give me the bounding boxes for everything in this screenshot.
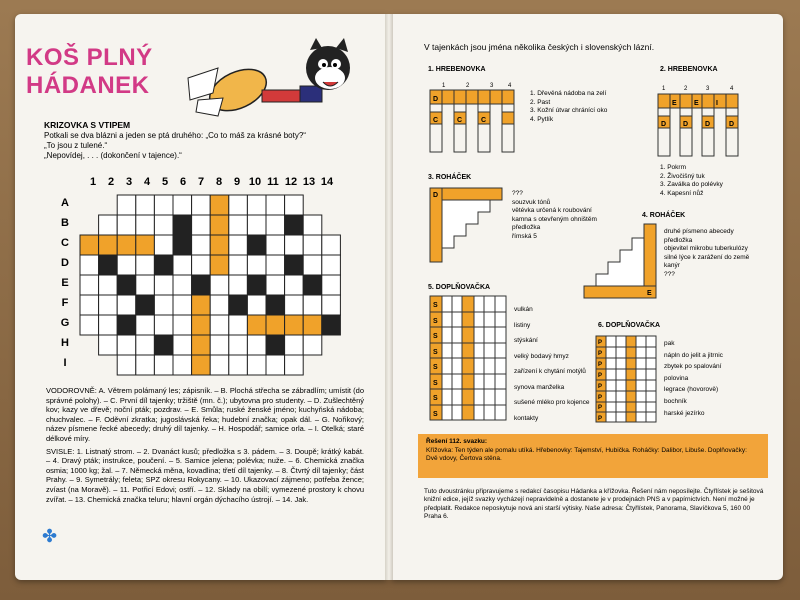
crossword-cell[interactable] (303, 235, 322, 255)
crossword-cell[interactable] (136, 355, 155, 375)
puzzle-1-letter: C (457, 117, 463, 124)
crossword-cell[interactable] (154, 295, 173, 315)
crossword-cell[interactable] (210, 355, 229, 375)
crossword-cell[interactable] (229, 235, 248, 255)
puzzle-5-label: 5. DOPLŇOVAČKA (428, 284, 491, 291)
crossword-clues (46, 386, 364, 504)
puzzle-2-letter: D (729, 121, 735, 128)
puzzle-2-label: 2. HREBENOVKA (660, 66, 718, 73)
crossword-cell[interactable] (136, 215, 155, 235)
clue: větévka určená k roubování (512, 207, 592, 215)
clue: 1. Dřevěná nádoba na zelí (530, 90, 607, 97)
puzzle-1-number: 2 (466, 83, 470, 89)
crossword-cell[interactable] (247, 195, 266, 215)
crossword-cell[interactable] (210, 195, 229, 215)
puzzle-1-clues (530, 90, 607, 124)
crossword-cell[interactable] (136, 335, 155, 355)
column-number: 5 (161, 176, 169, 188)
crossword-cell[interactable] (173, 255, 192, 275)
clue: polovina (664, 374, 689, 382)
column-number: 6 (179, 176, 187, 188)
column-number: 9 (233, 176, 241, 188)
column-number: 4 (143, 176, 151, 188)
crossword-cell[interactable] (192, 255, 211, 275)
puzzle-2-letter: E (694, 100, 699, 107)
crossword-cell[interactable] (247, 275, 266, 295)
clues-down: SVISLE: 1. Listnatý strom. – 2. Dvanáct kusů; předložka s 3. pádem. – 3. Doupě; krátký kabát. – 4. Dravý pták; instrukce, poučení. – 5. Samice jelena; polévka; nuže. – 6. Chemická značka osmia; 1000 kg; žal. – 7. Německá měna, kovadlina; třetí díl tajenky. – 8. Čtvrtý díl tajenky; část Prahy. – 9. Symetrály; feleta; SPZ okresu Rokycany. – 10. Ukazovací zájmeno; potřeba žence; zvíast (na Moravě). – 11. Potřicí Edovi; ostří. – 12. Sklady na obilí; vymezené prostory k chovu zvířat. – 13. Chemická značka teluru; hlavní orgán dýchacího ústrojí. – 14. Jak. (46, 446, 364, 504)
clue: sušené mléko pro kojence (514, 399, 590, 406)
puzzle-3-label: 3. ROHÁČEK (428, 174, 472, 181)
clue: vulkán (514, 306, 533, 313)
crossword-cell[interactable] (117, 235, 136, 255)
puzzle-1-label: 1. HREBENOVKA (428, 66, 486, 73)
puzzle-2-number: 3 (706, 86, 710, 92)
clue: pak (664, 340, 675, 347)
puzzle-6-letter: P (598, 351, 603, 357)
clue: velký bodavý hmyz (514, 352, 569, 360)
title-line-1: KOŠ PLNÝ (26, 44, 153, 71)
crossword-cell[interactable] (173, 315, 192, 335)
clue: 2. Živočišný tuk (660, 172, 705, 180)
puzzle-6-letter: P (598, 416, 603, 422)
clue: listiny (514, 321, 531, 329)
clue: 4. Pytlík (530, 115, 554, 123)
crossword-cell[interactable] (285, 275, 304, 295)
crossword-cell[interactable] (117, 295, 136, 315)
crossword-cell[interactable] (154, 275, 173, 295)
puzzle-6-letter: P (598, 395, 603, 401)
crossword-cell[interactable] (229, 275, 248, 295)
clue: objevitel mikrobu tuberkulózy (664, 245, 748, 253)
solution-box (418, 434, 768, 478)
column-number: 11 (267, 176, 279, 188)
puzzle-5-letter: S (433, 318, 438, 325)
intro-line-2: „To jsou z tulené.“ (44, 141, 108, 150)
intro-line-1: Potkali se dva blázni a jeden se ptá druhého: „Co to máš za krásné boty?“ (44, 131, 306, 140)
crossword-cell[interactable] (266, 355, 285, 375)
column-number: 1 (89, 176, 97, 188)
crossword-cell[interactable] (210, 315, 229, 335)
intro-line-3: „Nepovídej, . . . (dokončení v tajence).“ (44, 151, 182, 160)
clue: kamna s otevřeným ohništěm (512, 215, 597, 223)
book-spine (385, 14, 393, 580)
crossword-cell[interactable] (266, 315, 285, 335)
puzzle-2-letter: D (683, 121, 689, 128)
crossword-cell[interactable] (154, 215, 173, 235)
crossword-cell[interactable] (80, 295, 99, 315)
puzzle-6-letter: P (598, 362, 603, 368)
crossword-cell[interactable] (285, 195, 304, 215)
crossword-cell[interactable] (117, 355, 136, 375)
clue: 1. Pokrm (660, 164, 687, 171)
crossword-cell[interactable] (266, 335, 285, 355)
puzzle-6-label: 6. DOPLŇOVAČKA (598, 322, 661, 329)
puzzle-4-clues (664, 228, 749, 280)
crossword-cell[interactable] (173, 195, 192, 215)
crossword-cell[interactable] (154, 255, 173, 275)
puzzle-6-letter: P (598, 384, 603, 390)
clue: silné lýce k zarážení do země (664, 253, 750, 261)
crossword-cell[interactable] (136, 235, 155, 255)
puzzle-6-letter: P (598, 373, 603, 379)
clue: 3. Zaválka do polévky (660, 181, 723, 189)
crossword-cell[interactable] (266, 255, 285, 275)
crossword-cell[interactable] (154, 235, 173, 255)
puzzle-5-letter: S (433, 380, 438, 387)
crossword-cell[interactable] (266, 275, 285, 295)
crossword-cell[interactable] (192, 195, 211, 215)
column-number: 10 (248, 176, 262, 188)
crossword-cell[interactable] (173, 235, 192, 255)
crossword-cell[interactable] (210, 275, 229, 295)
crossword-cell[interactable] (117, 195, 136, 215)
puzzle-5-letter: S (433, 302, 438, 309)
crossword-cell[interactable] (173, 335, 192, 355)
crossword-cell[interactable] (322, 235, 341, 255)
row-letter: A (61, 197, 69, 209)
crossword-cell[interactable] (192, 215, 211, 235)
crossword-cell[interactable] (303, 335, 322, 355)
crossword-cell[interactable] (229, 255, 248, 275)
puzzle-2-number: 4 (730, 86, 734, 92)
puzzle-1-letter: D (433, 96, 439, 103)
puzzle-2-number: 1 (662, 86, 666, 92)
column-number: 3 (125, 176, 133, 188)
crossword-cell[interactable] (80, 255, 99, 275)
puzzle-6-clues (664, 338, 723, 419)
crossword-cell[interactable] (173, 215, 192, 235)
crossword-cell[interactable] (266, 195, 285, 215)
crossword-cell[interactable] (99, 215, 118, 235)
crossword-cell[interactable] (210, 255, 229, 275)
crossword-cell[interactable] (173, 355, 192, 375)
clue: kontakty (514, 414, 539, 422)
right-page-heading: V tajenkách jsou jména několika českých i slovenských lázní. (424, 42, 655, 52)
puzzle-1-number: 3 (490, 83, 494, 89)
clue: synova manželka (514, 383, 565, 391)
puzzle-6-letter: P (598, 340, 603, 346)
clue: předložka (664, 236, 693, 244)
crossword-cell[interactable] (229, 335, 248, 355)
clue: 4. Kapesní nůž (660, 189, 704, 197)
puzzle-4-grid[interactable] (582, 222, 660, 302)
puzzle-5-clues (514, 302, 590, 426)
crossword-cell[interactable] (80, 315, 99, 335)
clover-icon: ✤ (42, 526, 58, 546)
puzzle-2-grid[interactable] (656, 80, 742, 160)
crossword-cell[interactable] (99, 315, 118, 335)
crossword-cell[interactable] (117, 315, 136, 335)
footer-note: Tuto dvoustránku připravujeme s redakcí časopisu Hádanka a křížovka. Řešení nám neposílejte. Čtyřlístek je sešitová knižní edice, jejíž svazky vycházejí nepravidelně a dostanete je v prodejnách PNS a v papírnictvích. Není možné je předplatit. Redakce neposkytuje nová ani starší výtisky. Naše adresa: Čtyřlístek, Panorama, Slavíčkova 5, 160 00 Praha 6. (424, 488, 764, 521)
crossword-cell[interactable] (322, 315, 341, 335)
crossword-cell[interactable] (210, 335, 229, 355)
clue: stýskání (514, 337, 538, 344)
puzzle-2-clues (660, 164, 723, 198)
crossword-cell[interactable] (154, 355, 173, 375)
puzzle-2-letter: D (661, 121, 667, 128)
clue: předložka (512, 224, 541, 232)
clue: bochník (664, 397, 687, 405)
row-letter: D (61, 257, 69, 269)
crossword-cell[interactable] (229, 315, 248, 335)
clue: legrace (hovorově) (664, 386, 719, 394)
clue: druhé písmeno abecedy (664, 228, 734, 235)
crossword-cell[interactable] (247, 295, 266, 315)
clue: kanýr (664, 262, 680, 270)
crossword-cell[interactable] (210, 235, 229, 255)
crossword-cell[interactable] (154, 315, 173, 335)
crossword-cell[interactable] (80, 235, 99, 255)
crossword-cell[interactable] (229, 295, 248, 315)
puzzle-1-grid[interactable] (428, 76, 518, 158)
crossword-cell[interactable] (247, 255, 266, 275)
crossword-cell[interactable] (210, 295, 229, 315)
solution-text: Křížovka: Ten týden ale pomalu utíká. Hřebenovky: Tajemství, Hubička. Roháčky: Dalibor, Libuše. Doplňovačky: Dvě vdovy, Čertova stěna. (426, 446, 747, 462)
crossword-cell[interactable] (247, 355, 266, 375)
column-number: 2 (107, 176, 115, 188)
crossword-cell[interactable] (192, 235, 211, 255)
column-number: 7 (197, 176, 205, 188)
row-letter: F (61, 297, 69, 309)
crossword-cell[interactable] (173, 275, 192, 295)
crossword-cell[interactable] (210, 215, 229, 235)
crossword-cell[interactable] (117, 255, 136, 275)
clue: římská 5 (512, 232, 537, 240)
clue: 2. Past (530, 98, 551, 106)
puzzle-3-grid[interactable] (428, 186, 504, 266)
crossword-cell[interactable] (285, 235, 304, 255)
puzzle-5-letter: S (433, 411, 438, 418)
crossword-cell[interactable] (136, 255, 155, 275)
crossword-cell[interactable] (266, 235, 285, 255)
crossword-cell[interactable] (154, 195, 173, 215)
puzzle-5-letter: S (433, 395, 438, 402)
column-number: 13 (302, 176, 316, 188)
crossword-cell[interactable] (266, 215, 285, 235)
crossword-cell[interactable] (99, 295, 118, 315)
puzzle-1-letter: C (481, 117, 487, 124)
puzzle-6-letter: P (598, 405, 603, 411)
puzzle-4-letter: E (647, 290, 652, 297)
page-title (26, 44, 153, 100)
clue: 3. Kožní útvar chránící oko (530, 107, 608, 115)
crossword-cell[interactable] (136, 275, 155, 295)
crossword-cell[interactable] (154, 335, 173, 355)
row-letter: I (63, 357, 67, 369)
crossword-grid[interactable] (78, 194, 344, 376)
puzzle-2-letter: D (705, 121, 711, 128)
crossword-cell[interactable] (99, 255, 118, 275)
puzzle-1-number: 4 (508, 83, 512, 89)
clue: ??? (664, 270, 675, 278)
crossword-subheading: KRIZOVKA S VTIPEM (44, 120, 131, 130)
puzzle-5-letter: S (433, 333, 438, 340)
column-number: 14 (320, 176, 334, 188)
crossword-cell[interactable] (247, 215, 266, 235)
crossword-cell[interactable] (285, 215, 304, 235)
puzzle-4-label: 4. ROHÁČEK (642, 212, 686, 219)
row-letter: C (61, 237, 69, 249)
crossword-cell[interactable] (192, 295, 211, 315)
column-number: 8 (215, 176, 223, 188)
crossword-cell[interactable] (192, 335, 211, 355)
puzzle-2-number: 2 (684, 86, 688, 92)
crossword-cell[interactable] (80, 275, 99, 295)
row-letter: E (61, 277, 69, 289)
crossword-cell[interactable] (136, 195, 155, 215)
clues-across: VODOROVNĚ: A. Větrem polámaný les; zápisník. – B. Plochá střecha se zábradlím; umístit (do správné polohy). – C. První díl tajenky; tržiště (mn. č.); ubytovna pro studenty. – D. Zušlechtěný kov; kazy ve dřevě; noční pták; pozdrav. – E. Smůla; ruské ženské jméno; kuchyňská nádoba; chuchvalec. – F. Oděvní zkratka; jugoslávská řeka; hudební značka; opak dál. – G. Nořikový; název písmene řecké abecedy; druhý díl tajenky. – H. Hospodář; samice orla. – I. Otelká; staré délkové míry. (46, 386, 364, 443)
crossword-cell[interactable] (192, 275, 211, 295)
crossword-cell[interactable] (117, 335, 136, 355)
puzzle-5-letter: S (433, 364, 438, 371)
clue: souzvuk tónů (512, 198, 551, 206)
crossword-cell[interactable] (192, 355, 211, 375)
solution-title: Řešení 112. svazku: (426, 438, 488, 445)
crossword-cell[interactable] (285, 335, 304, 355)
crossword-cell[interactable] (303, 315, 322, 335)
crossword-cell[interactable] (322, 275, 341, 295)
crossword-cell[interactable] (303, 295, 322, 315)
row-letter: H (61, 337, 69, 349)
crossword-cell[interactable] (173, 295, 192, 315)
puzzle-5-letter: S (433, 349, 438, 356)
puzzle-6-grid[interactable] (594, 334, 658, 426)
crossword-cell[interactable] (229, 355, 248, 375)
crossword-cell[interactable] (247, 235, 266, 255)
crossword-cell[interactable] (303, 255, 322, 275)
clue: harské jezírko (664, 409, 705, 417)
crossword-cell[interactable] (192, 315, 211, 335)
crossword-cell[interactable] (303, 215, 322, 235)
clue: ??? (512, 190, 523, 197)
clue: nápln do jelit a jitrnic (664, 351, 723, 359)
crossword-cell[interactable] (99, 275, 118, 295)
crossword-cell[interactable] (99, 335, 118, 355)
title-line-2: HÁDANEK (26, 72, 150, 99)
crossword-cell[interactable] (285, 315, 304, 335)
crossword-cell[interactable] (247, 315, 266, 335)
crossword-cell[interactable] (285, 255, 304, 275)
row-letter: B (61, 217, 69, 229)
puzzle-2-letter: I (716, 100, 718, 107)
crossword-cell[interactable] (99, 235, 118, 255)
crossword-cell[interactable] (136, 315, 155, 335)
puzzle-3-letter: D (433, 192, 439, 199)
crossword-cell[interactable] (229, 215, 248, 235)
row-letter: G (60, 317, 70, 329)
crossword-cell[interactable] (322, 295, 341, 315)
puzzle-2-letter: E (672, 100, 677, 107)
puzzle-1-number: 1 (442, 83, 446, 89)
crossword-intro (44, 131, 364, 161)
crossword-cell[interactable] (117, 215, 136, 235)
cartoon-cat-with-basket (178, 38, 358, 128)
clue: zařízení k chytání motýlů (514, 368, 586, 375)
crossword-cell[interactable] (117, 275, 136, 295)
clue: zbytek po spalování (664, 363, 722, 371)
crossword-cell[interactable] (303, 275, 322, 295)
crossword-cell[interactable] (322, 255, 341, 275)
puzzle-5-grid[interactable] (428, 294, 508, 424)
crossword-cell[interactable] (285, 295, 304, 315)
crossword-cell[interactable] (247, 335, 266, 355)
puzzle-1-letter: C (433, 117, 439, 124)
crossword-cell[interactable] (266, 295, 285, 315)
crossword-cell[interactable] (229, 195, 248, 215)
crossword-cell[interactable] (136, 295, 155, 315)
column-number: 12 (284, 176, 298, 188)
crossword-cell[interactable] (285, 355, 304, 375)
